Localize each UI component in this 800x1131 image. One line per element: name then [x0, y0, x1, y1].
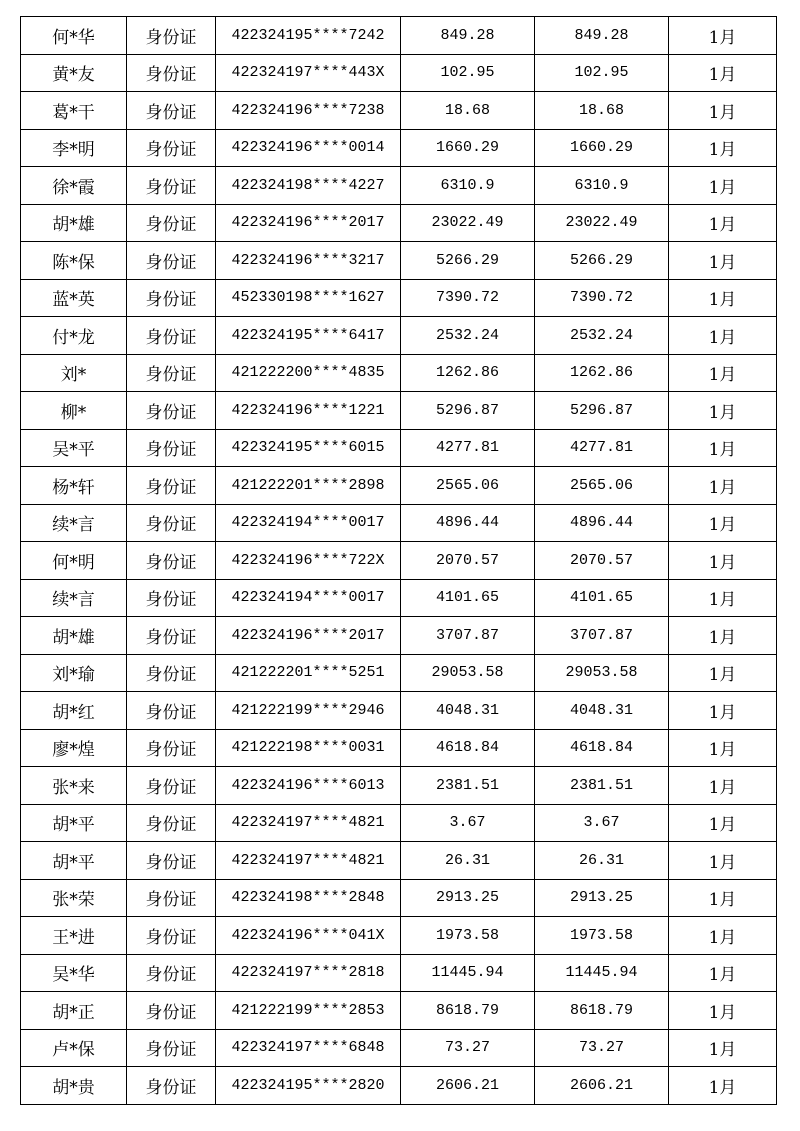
- id-number-cell: 422324196****2017: [216, 204, 401, 242]
- id-number-cell: 422324198****2848: [216, 879, 401, 917]
- amount-cell: 102.95: [535, 54, 669, 92]
- id-type-cell: 身份证: [127, 54, 216, 92]
- name-cell: 胡*平: [21, 842, 127, 880]
- id-type-cell: 身份证: [127, 204, 216, 242]
- id-type-cell: 身份证: [127, 842, 216, 880]
- amount-cell: 849.28: [535, 17, 669, 55]
- amount-cell: 1660.29: [535, 129, 669, 167]
- name-cell: 付*龙: [21, 317, 127, 355]
- name-cell: 杨*轩: [21, 467, 127, 505]
- period-cell: 1月: [669, 654, 777, 692]
- id-type-cell: 身份证: [127, 767, 216, 805]
- period-cell: 1月: [669, 392, 777, 430]
- table-row: [21, 279, 777, 317]
- table-row: [21, 429, 777, 467]
- period-cell: 1月: [669, 804, 777, 842]
- name-cell: 徐*霞: [21, 167, 127, 205]
- period-cell: 1月: [669, 992, 777, 1030]
- amount-cell: 3707.87: [535, 617, 669, 655]
- amount-cell: 26.31: [535, 842, 669, 880]
- amount-cell: 1973.58: [535, 917, 669, 955]
- id-number-cell: 422324196****2017: [216, 617, 401, 655]
- amount-cell: 2381.51: [401, 767, 535, 805]
- table-row: [21, 842, 777, 880]
- table-body: [21, 17, 777, 1105]
- amount-cell: 849.28: [401, 17, 535, 55]
- id-type-cell: 身份证: [127, 429, 216, 467]
- id-number-cell: 422324195****6417: [216, 317, 401, 355]
- table-row: [21, 804, 777, 842]
- id-number-cell: 422324195****2820: [216, 1067, 401, 1105]
- table-row: [21, 1029, 777, 1067]
- period-cell: 1月: [669, 92, 777, 130]
- amount-cell: 2913.25: [401, 879, 535, 917]
- id-type-cell: 身份证: [127, 1067, 216, 1105]
- id-number-cell: 422324195****7242: [216, 17, 401, 55]
- table-row: [21, 167, 777, 205]
- name-cell: 张*来: [21, 767, 127, 805]
- amount-cell: 2070.57: [401, 542, 535, 580]
- id-number-cell: 422324196****1221: [216, 392, 401, 430]
- id-number-cell: 421222201****5251: [216, 654, 401, 692]
- amount-cell: 4048.31: [401, 692, 535, 730]
- period-cell: 1月: [669, 167, 777, 205]
- id-number-cell: 422324196****041X: [216, 917, 401, 955]
- amount-cell: 11445.94: [401, 954, 535, 992]
- id-type-cell: 身份证: [127, 654, 216, 692]
- id-type-cell: 身份证: [127, 542, 216, 580]
- table-row: [21, 617, 777, 655]
- amount-cell: 3.67: [401, 804, 535, 842]
- amount-cell: 29053.58: [535, 654, 669, 692]
- table-row: [21, 1067, 777, 1105]
- name-cell: 续*言: [21, 504, 127, 542]
- amount-cell: 73.27: [535, 1029, 669, 1067]
- amount-cell: 5296.87: [401, 392, 535, 430]
- period-cell: 1月: [669, 1067, 777, 1105]
- amount-cell: 3.67: [535, 804, 669, 842]
- table-row: [21, 317, 777, 355]
- amount-cell: 23022.49: [401, 204, 535, 242]
- name-cell: 葛*干: [21, 92, 127, 130]
- id-type-cell: 身份证: [127, 92, 216, 130]
- id-number-cell: 422324197****2818: [216, 954, 401, 992]
- id-type-cell: 身份证: [127, 242, 216, 280]
- id-number-cell: 422324196****7238: [216, 92, 401, 130]
- id-number-cell: 422324196****3217: [216, 242, 401, 280]
- amount-cell: 18.68: [535, 92, 669, 130]
- amount-cell: 8618.79: [401, 992, 535, 1030]
- id-type-cell: 身份证: [127, 354, 216, 392]
- period-cell: 1月: [669, 504, 777, 542]
- period-cell: 1月: [669, 129, 777, 167]
- amount-cell: 5296.87: [535, 392, 669, 430]
- table-row: [21, 692, 777, 730]
- period-cell: 1月: [669, 692, 777, 730]
- period-cell: 1月: [669, 954, 777, 992]
- id-type-cell: 身份证: [127, 617, 216, 655]
- amount-cell: 1660.29: [401, 129, 535, 167]
- amount-cell: 2913.25: [535, 879, 669, 917]
- amount-cell: 4618.84: [401, 729, 535, 767]
- amount-cell: 5266.29: [535, 242, 669, 280]
- id-type-cell: 身份证: [127, 129, 216, 167]
- amount-cell: 11445.94: [535, 954, 669, 992]
- amount-cell: 29053.58: [401, 654, 535, 692]
- amount-cell: 4277.81: [535, 429, 669, 467]
- name-cell: 廖*煌: [21, 729, 127, 767]
- id-type-cell: 身份证: [127, 954, 216, 992]
- id-number-cell: 422324196****6013: [216, 767, 401, 805]
- period-cell: 1月: [669, 917, 777, 955]
- period-cell: 1月: [669, 767, 777, 805]
- id-type-cell: 身份证: [127, 317, 216, 355]
- amount-cell: 4896.44: [535, 504, 669, 542]
- id-type-cell: 身份证: [127, 279, 216, 317]
- amount-cell: 23022.49: [535, 204, 669, 242]
- name-cell: 胡*正: [21, 992, 127, 1030]
- amount-cell: 2565.06: [535, 467, 669, 505]
- name-cell: 何*明: [21, 542, 127, 580]
- period-cell: 1月: [669, 279, 777, 317]
- id-number-cell: 422324197****4821: [216, 842, 401, 880]
- name-cell: 何*华: [21, 17, 127, 55]
- id-type-cell: 身份证: [127, 692, 216, 730]
- name-cell: 吴*华: [21, 954, 127, 992]
- amount-cell: 7390.72: [401, 279, 535, 317]
- id-number-cell: 421222198****0031: [216, 729, 401, 767]
- amount-cell: 7390.72: [535, 279, 669, 317]
- id-type-cell: 身份证: [127, 804, 216, 842]
- payment-table: [20, 16, 777, 1105]
- amount-cell: 2606.21: [401, 1067, 535, 1105]
- period-cell: 1月: [669, 429, 777, 467]
- amount-cell: 4618.84: [535, 729, 669, 767]
- name-cell: 王*进: [21, 917, 127, 955]
- amount-cell: 4101.65: [535, 579, 669, 617]
- amount-cell: 73.27: [401, 1029, 535, 1067]
- period-cell: 1月: [669, 54, 777, 92]
- name-cell: 续*言: [21, 579, 127, 617]
- id-type-cell: 身份证: [127, 17, 216, 55]
- period-cell: 1月: [669, 729, 777, 767]
- id-number-cell: 422324196****0014: [216, 129, 401, 167]
- name-cell: 刘*: [21, 354, 127, 392]
- period-cell: 1月: [669, 317, 777, 355]
- table-row: [21, 542, 777, 580]
- amount-cell: 2565.06: [401, 467, 535, 505]
- table-row: [21, 504, 777, 542]
- amount-cell: 1262.86: [401, 354, 535, 392]
- id-number-cell: 422324194****0017: [216, 579, 401, 617]
- table-row: [21, 654, 777, 692]
- id-number-cell: 422324197****443X: [216, 54, 401, 92]
- period-cell: 1月: [669, 354, 777, 392]
- table-row: [21, 992, 777, 1030]
- amount-cell: 4101.65: [401, 579, 535, 617]
- amount-cell: 26.31: [401, 842, 535, 880]
- name-cell: 陈*保: [21, 242, 127, 280]
- name-cell: 胡*雄: [21, 204, 127, 242]
- amount-cell: 4277.81: [401, 429, 535, 467]
- id-type-cell: 身份证: [127, 167, 216, 205]
- name-cell: 胡*平: [21, 804, 127, 842]
- id-number-cell: 421222200****4835: [216, 354, 401, 392]
- period-cell: 1月: [669, 204, 777, 242]
- name-cell: 卢*保: [21, 1029, 127, 1067]
- amount-cell: 6310.9: [401, 167, 535, 205]
- table-row: [21, 392, 777, 430]
- id-type-cell: 身份证: [127, 879, 216, 917]
- period-cell: 1月: [669, 1029, 777, 1067]
- name-cell: 刘*瑜: [21, 654, 127, 692]
- table-row: [21, 204, 777, 242]
- name-cell: 李*明: [21, 129, 127, 167]
- amount-cell: 2532.24: [535, 317, 669, 355]
- period-cell: 1月: [669, 467, 777, 505]
- id-number-cell: 422324196****722X: [216, 542, 401, 580]
- table-row: [21, 954, 777, 992]
- id-type-cell: 身份证: [127, 504, 216, 542]
- amount-cell: 102.95: [401, 54, 535, 92]
- id-type-cell: 身份证: [127, 992, 216, 1030]
- period-cell: 1月: [669, 842, 777, 880]
- amount-cell: 2606.21: [535, 1067, 669, 1105]
- table-row: [21, 467, 777, 505]
- period-cell: 1月: [669, 17, 777, 55]
- period-cell: 1月: [669, 242, 777, 280]
- amount-cell: 2070.57: [535, 542, 669, 580]
- id-type-cell: 身份证: [127, 1029, 216, 1067]
- table-row: [21, 729, 777, 767]
- amount-cell: 18.68: [401, 92, 535, 130]
- amount-cell: 8618.79: [535, 992, 669, 1030]
- id-type-cell: 身份证: [127, 579, 216, 617]
- id-type-cell: 身份证: [127, 392, 216, 430]
- table-row: [21, 579, 777, 617]
- table-row: [21, 129, 777, 167]
- id-type-cell: 身份证: [127, 467, 216, 505]
- id-number-cell: 452330198****1627: [216, 279, 401, 317]
- table-row: [21, 54, 777, 92]
- amount-cell: 3707.87: [401, 617, 535, 655]
- id-number-cell: 421222199****2853: [216, 992, 401, 1030]
- id-number-cell: 422324194****0017: [216, 504, 401, 542]
- name-cell: 吴*平: [21, 429, 127, 467]
- amount-cell: 5266.29: [401, 242, 535, 280]
- amount-cell: 2381.51: [535, 767, 669, 805]
- amount-cell: 1262.86: [535, 354, 669, 392]
- amount-cell: 6310.9: [535, 167, 669, 205]
- id-number-cell: 422324198****4227: [216, 167, 401, 205]
- amount-cell: 4896.44: [401, 504, 535, 542]
- name-cell: 胡*雄: [21, 617, 127, 655]
- id-type-cell: 身份证: [127, 729, 216, 767]
- table-row: [21, 767, 777, 805]
- amount-cell: 1973.58: [401, 917, 535, 955]
- id-number-cell: 421222201****2898: [216, 467, 401, 505]
- table-row: [21, 354, 777, 392]
- name-cell: 黄*友: [21, 54, 127, 92]
- amount-cell: 2532.24: [401, 317, 535, 355]
- amount-cell: 4048.31: [535, 692, 669, 730]
- id-number-cell: 421222199****2946: [216, 692, 401, 730]
- name-cell: 张*荣: [21, 879, 127, 917]
- id-number-cell: 422324197****4821: [216, 804, 401, 842]
- period-cell: 1月: [669, 617, 777, 655]
- name-cell: 胡*贵: [21, 1067, 127, 1105]
- id-number-cell: 422324197****6848: [216, 1029, 401, 1067]
- name-cell: 胡*红: [21, 692, 127, 730]
- table-row: [21, 92, 777, 130]
- table-row: [21, 242, 777, 280]
- id-number-cell: 422324195****6015: [216, 429, 401, 467]
- table-row: [21, 879, 777, 917]
- name-cell: 柳*: [21, 392, 127, 430]
- period-cell: 1月: [669, 542, 777, 580]
- period-cell: 1月: [669, 879, 777, 917]
- table-row: [21, 917, 777, 955]
- id-type-cell: 身份证: [127, 917, 216, 955]
- table-row: [21, 17, 777, 55]
- name-cell: 蓝*英: [21, 279, 127, 317]
- period-cell: 1月: [669, 579, 777, 617]
